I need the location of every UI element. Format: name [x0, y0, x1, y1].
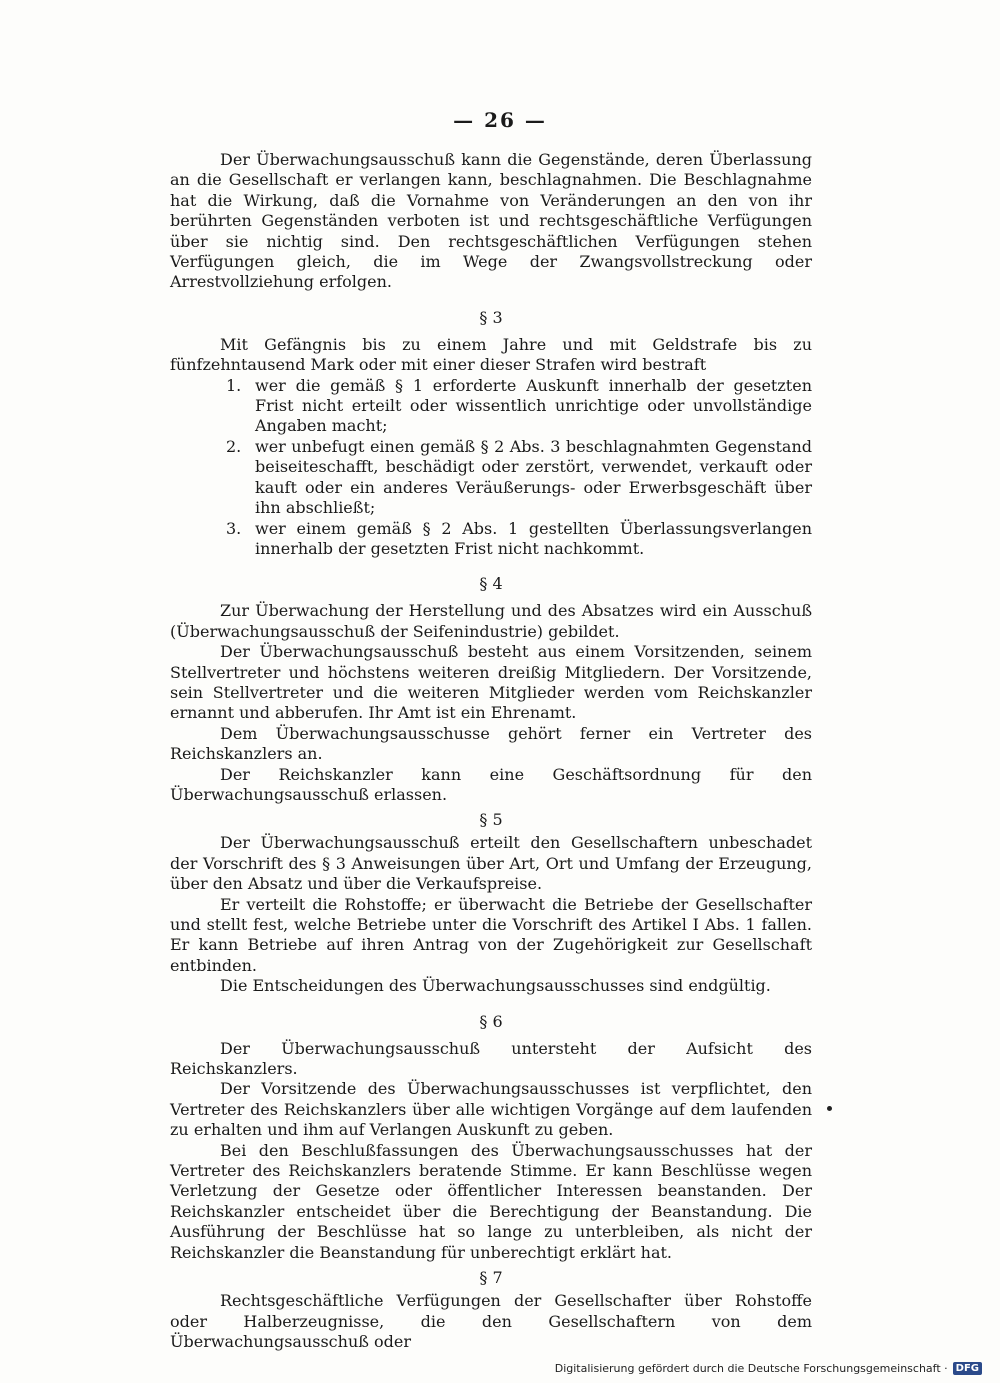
paragraph: Der Reichskanzler kann eine Geschäftsordnung für den Überwachungsausschuß erlassen.	[170, 764, 812, 804]
paragraph: Rechtsgeschäftliche Verfügungen der Gesellschafter über Rohstoffe oder Halberzeugnisse, die den Gesellschaftern von dem Überwachungsausschuß oder	[170, 1291, 812, 1351]
list-item-number: 1.	[226, 375, 242, 395]
dfg-logo: DFG	[953, 1362, 982, 1375]
list-item	[170, 376, 812, 437]
paragraph: Der Vorsitzende des Überwachungsausschusses ist verpflichtet, den Vertreter des Reichskanzlers über alle wichtigen Vorgänge auf dem laufenden zu erhalten und ihm auf Verlangen Auskunft zu geben.	[170, 1079, 812, 1140]
paragraph: Der Überwachungsausschuß erteilt den Gesellschaftern unbeschadet der Vorschrift des § 3 Anweisungen über Art, Ort und Umfang der Erzeugung, über den Absatz und über die Verkaufspreise.	[170, 833, 812, 894]
paragraph: Zur Überwachung der Herstellung und des Absatzes wird ein Ausschuß (Überwachungsausschuß der Seifenindustrie) gebildet.	[170, 601, 812, 641]
list-item-number: 3.	[226, 518, 242, 538]
page-number: — 26 —	[453, 108, 547, 132]
section-heading-4: § 4	[479, 574, 503, 594]
list-item-number: 2.	[226, 436, 242, 456]
section-heading-5: § 5	[479, 810, 503, 830]
section-heading-7: § 7	[479, 1268, 503, 1288]
document-body	[170, 150, 812, 1352]
margin-dot	[827, 1106, 832, 1111]
paragraph: Er verteilt die Rohstoffe; er überwacht die Betriebe der Gesellschafter und stellt fest, welche Betriebe unter die Vorschrift des Artikel I Abs. 1 fallen. Er kann Betriebe auf ihren Antrag von der Zugehörigkeit zur Gesellschaft entbinden.	[170, 894, 812, 975]
section-3-list	[170, 376, 812, 560]
list-item	[170, 437, 812, 519]
section-heading-3: § 3	[479, 307, 503, 327]
paragraph: Die Entscheidungen des Überwachungsausschusses sind endgültig.	[220, 976, 771, 996]
section-3-lead: Mit Gefängnis bis zu einem Jahre und mit Geldstrafe bis zu fünfzehntausend Mark oder mit einer dieser Strafen wird bestraft	[170, 334, 812, 375]
digitization-footer	[555, 1362, 982, 1375]
paragraph: Dem Überwachungsausschusse gehört ferner ein Vertreter des Reichskanzlers an.	[170, 723, 812, 764]
footer-text: Digitalisierung gefördert durch die Deutsche Forschungsgemeinschaft ·	[554, 1362, 948, 1375]
list-item-text: wer unbefugt einen gemäß § 2 Abs. 3 beschlagnahmten Gegenstand beiseiteschafft, beschädigt oder zerstört, verwendet, verkauft oder kauft oder ein anderes Veräußerungs- oder Erwerbsgeschäft über ihn abschließt;	[255, 436, 812, 518]
list-item-text: wer die gemäß § 1 erforderte Auskunft innerhalb der gesetzten Frist nicht erteilt oder wissentlich unrichtige oder unvollständige Angaben macht;	[255, 375, 812, 436]
paragraph: Bei den Beschlußfassungen des Überwachungsausschusses hat der Vertreter des Reichskanzlers beratende Stimme. Er kann Beschlüsse wegen Verletzung der Gesetze oder öffentlicher Interessen beanstanden. Der Reichskanzler entscheidet über die Berechtigung der Beanstandung. Die Ausführung der Beschlüsse hat so lange zu unterbleiben, als nicht der Reichskanzler die Beanstandung für unberechtigt erklärt hat.	[170, 1140, 812, 1262]
section-heading-6: § 6	[479, 1011, 503, 1031]
paragraph: Der Überwachungsausschuß untersteht der Aufsicht des Reichskanzlers.	[170, 1038, 812, 1079]
intro-paragraph: Der Überwachungsausschuß kann die Gegenstände, deren Überlassung an die Gesellschaft er verlangen kann, beschlagnahmen. Die Beschlagnahme hat die Wirkung, daß die Vornahme von Veränderungen an den von ihr berührten Gegenständen verboten ist und rechtsgeschäftliche Verfügungen über sie nichtig sind. Den rechtsgeschäftlichen Verfügungen stehen Verfügungen gleich, die im Wege der Zwangsvollstreckung oder Arrestvollziehung erfolgen.	[170, 150, 812, 292]
list-item	[170, 519, 812, 560]
list-item-text: wer einem gemäß § 2 Abs. 1 gestellten Überlassungsverlangen innerhalb der gesetzten Frist nicht nachkommt.	[255, 518, 812, 558]
paragraph: Der Überwachungsausschuß besteht aus einem Vorsitzenden, seinem Stellvertreter und höchstens weiteren dreißig Mitgliedern. Der Vorsitzende, sein Stellvertreter und die weiteren Mitglieder werden vom Reichskanzler ernannt und abberufen. Ihr Amt ist ein Ehrenamt.	[170, 642, 812, 723]
